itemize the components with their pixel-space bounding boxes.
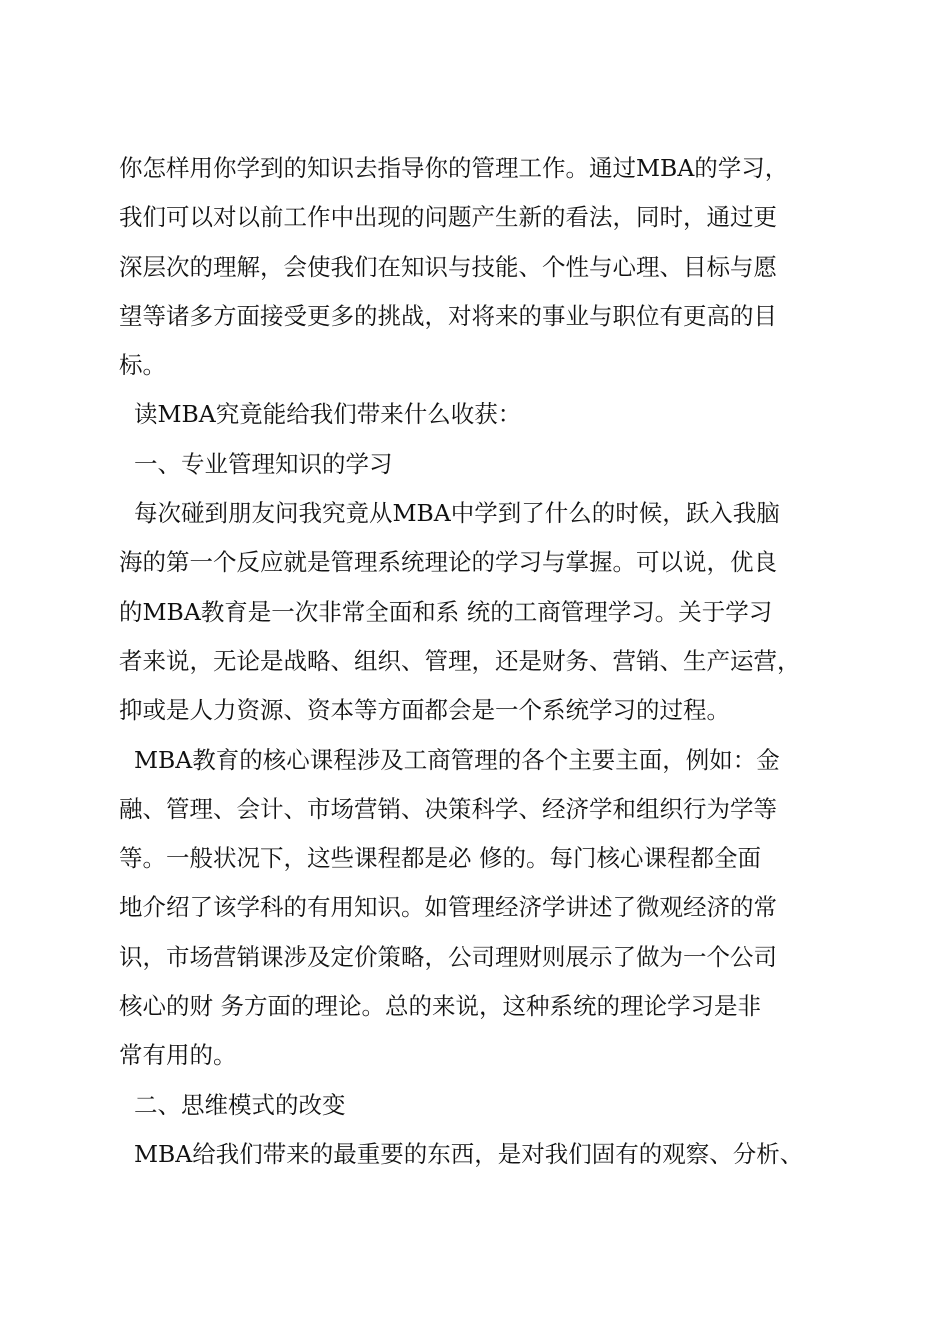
text-line: 望等诸多方面接受更多的挑战，对将来的事业与职位有更高的目 xyxy=(119,301,777,330)
text-line: 每次碰到朋友问我究竟从MBA中学到了什么的时候，跃入我脑 xyxy=(119,499,780,528)
text-line: 地介绍了该学科的有用知识。如管理经济学讲述了微观经济的常 xyxy=(119,893,777,922)
text-line: 你怎样用你学到的知识去指导你的管理工作。通过MBA的学习， xyxy=(119,154,789,182)
text-line: 读MBA究竟能给我们带来什么收获： xyxy=(119,400,522,429)
text-line: 的MBA教育是一次非常全面和系 统的工商管理学习。关于学习 xyxy=(119,597,773,626)
text-line: 融、管理、会计、市场营销、决策科学、经济学和组织行为学等 xyxy=(119,794,777,823)
text-line: 抑或是人力资源、资本等方面都会是一个系统学习的过程。 xyxy=(119,696,730,725)
section-heading: 一、专业管理知识的学习 xyxy=(119,449,393,478)
text-line: 识，市场营销课涉及定价策略，公司理财则展示了做为一个公司 xyxy=(119,942,777,971)
text-line: 核心的财 务方面的理论。总的来说，这种系统的理论学习是非 xyxy=(119,992,761,1021)
text-line: 等。一般状况下，这些课程都是必 修的。每门核心课程都全面 xyxy=(119,844,761,873)
text-line: 海的第一个反应就是管理系统理论的学习与掌握。可以说，优良 xyxy=(119,548,777,577)
text-line: MBA给我们带来的最重要的东西，是对我们固有的观察、分析、 xyxy=(119,1139,804,1168)
text-line: 常有用的。 xyxy=(119,1041,237,1070)
section-heading: 二、思维模式的改变 xyxy=(119,1090,346,1119)
text-line: 标。 xyxy=(119,351,166,380)
text-line: 者来说，无论是战略、组织、管理，还是财务、营销、生产运营， xyxy=(119,646,801,675)
text-line: MBA教育的核心课程涉及工商管理的各个主要主面，例如：金 xyxy=(119,745,780,774)
text-line: 深层次的理解，会使我们在知识与技能、个性与心理、目标与愿 xyxy=(119,252,777,281)
text-line: 我们可以对以前工作中出现的问题产生新的看法，同时，通过更 xyxy=(119,203,777,232)
document-body xyxy=(119,144,839,1179)
